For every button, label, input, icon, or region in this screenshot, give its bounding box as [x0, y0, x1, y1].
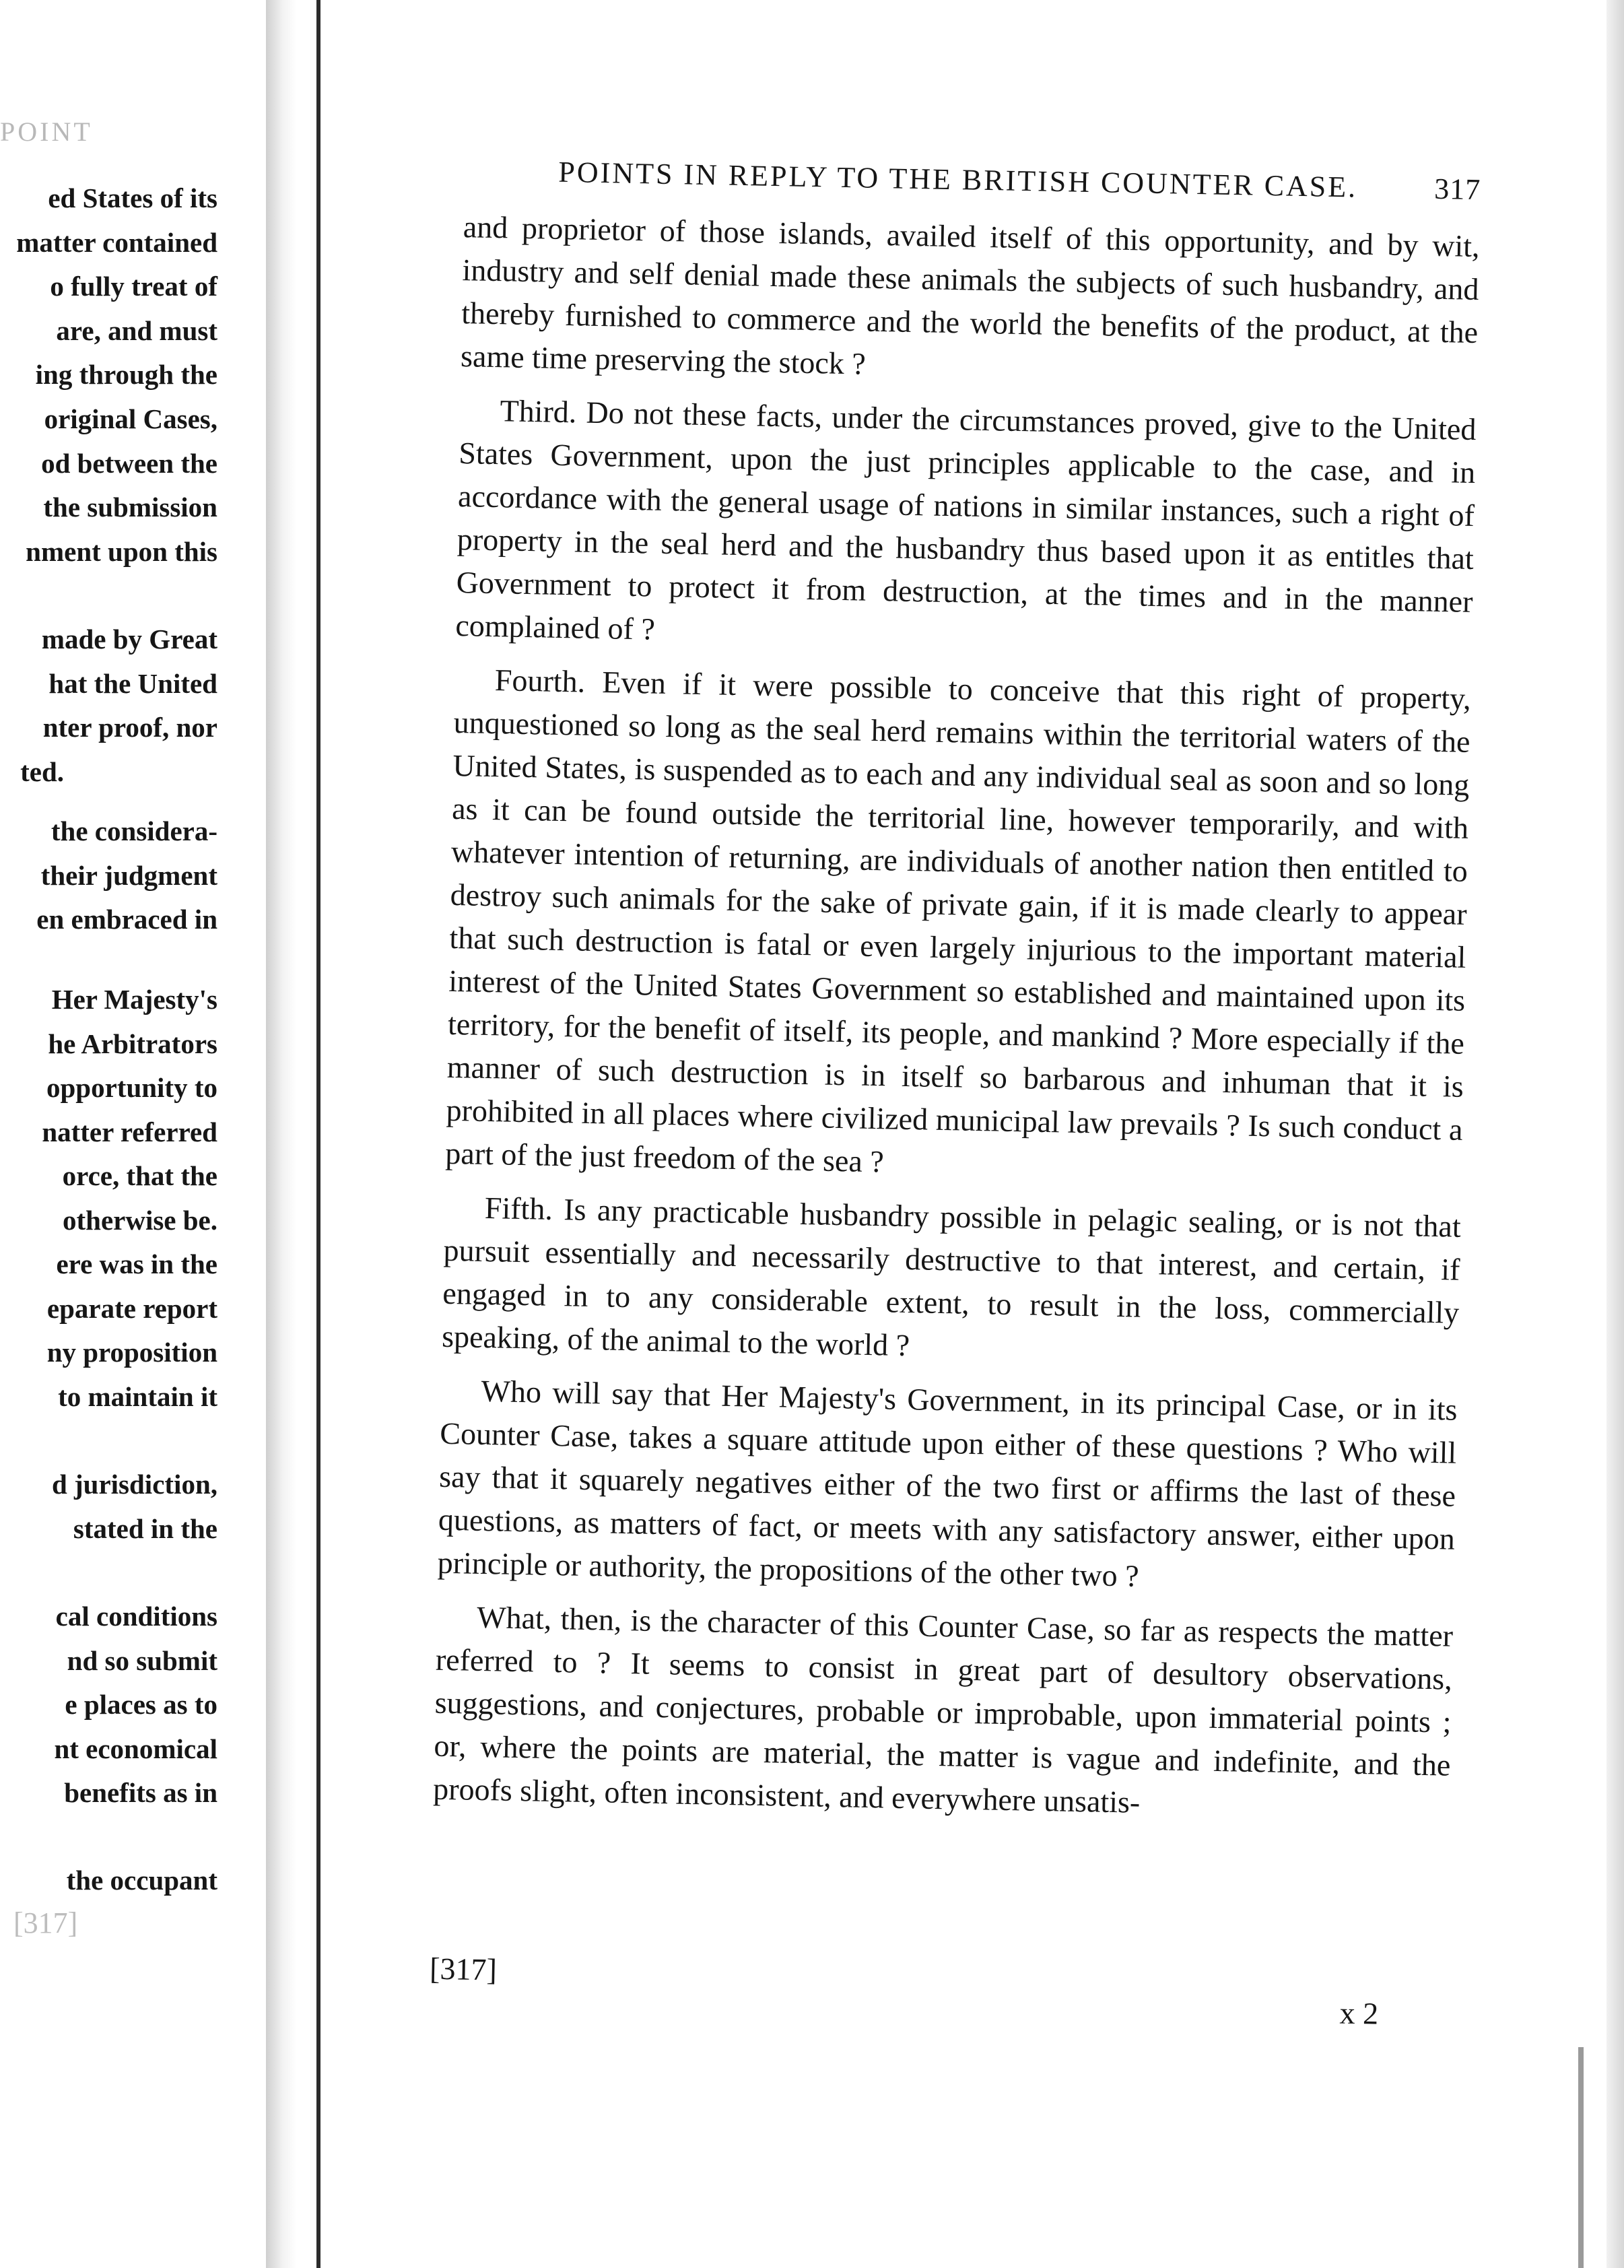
facing-page-line: ed States of its — [48, 182, 217, 213]
paragraph-character: What, then, is the character of this Counter Case, so far as respects the matter referred to ? It seems to consist in great part of desultory observations, suggestions, and conjectures, probable or improbable, upon immaterial points ; or, where the points are material, the matter is vague and indefinite, and the proofs slight, often inconsistent, and everywhere unsatis- — [432, 1599, 1454, 1820]
facing-page-line: stated in the — [73, 1513, 217, 1544]
book-gutter-line — [316, 0, 320, 2268]
facing-page-line: o fully treat of — [50, 271, 217, 302]
book-gutter-shadow — [266, 0, 296, 2268]
facing-page-line: made by Great — [41, 624, 217, 655]
page-footer — [429, 1951, 1447, 2031]
facing-page-line: are, and must — [56, 315, 217, 346]
facing-page-signature: [317] — [13, 1906, 78, 1939]
paragraph-fifth: Fifth. Is any practicable husbandry possible in pelagic sealing, or is not that pursuit essentially and necessarily destructive to that interest, and certain, if engaged in to any considerable extent, to result in the loss, commercially speaking, of the animal to the world ? — [441, 1190, 1462, 1363]
facing-page-line: the occupant — [66, 1865, 217, 1896]
facing-page-line: ing through the — [35, 359, 217, 390]
facing-page-line: Her Majesty's — [51, 984, 217, 1015]
facing-page-line: opportunity to — [46, 1072, 217, 1103]
facing-page-line: od between the — [41, 448, 217, 479]
facing-page-line: ny proposition — [46, 1337, 217, 1368]
facing-page-line: nment upon this — [26, 536, 217, 567]
facing-page-line: matter contained — [16, 227, 217, 258]
main-page — [351, 152, 1481, 2193]
page-number: 317 — [1433, 172, 1481, 207]
facing-page-line: hat the United — [48, 668, 217, 699]
facing-page-line: natter referred — [42, 1116, 217, 1147]
body-text — [432, 205, 1480, 1841]
footer-signature: [317] — [429, 1951, 498, 1987]
facing-page-line: otherwise be. — [62, 1205, 217, 1236]
page-edge-line — [1578, 2047, 1584, 2268]
facing-page — [0, 0, 266, 2268]
running-head-title: POINTS IN REPLY TO THE BRITISH COUNTER CASE. — [557, 155, 1358, 204]
facing-page-line: nter proof, nor — [42, 712, 217, 743]
running-head — [558, 155, 1481, 213]
facing-page-line: d jurisdiction, — [51, 1469, 217, 1500]
facing-page-line: benefits as in — [64, 1777, 217, 1808]
facing-page-line: ere was in the — [56, 1248, 217, 1279]
facing-page-line: nd so submit — [67, 1645, 217, 1676]
facing-page-line: cal conditions — [55, 1601, 217, 1632]
paragraph-continuation: and proprietor of those islands, availed itself of this opportunity, and by wit, industry and self denial made these animals the subjects of such husbandry, and thereby furnished to commerce and the world the benefits of the product, at the same time preserving the stock ? — [460, 209, 1481, 381]
facing-page-line: nt economical — [54, 1733, 217, 1764]
page-edge-shadow — [1606, 0, 1624, 2268]
facing-page-line: he Arbitrators — [48, 1028, 217, 1059]
facing-page-line: ted. — [20, 756, 64, 787]
paragraph-third: Third. Do not these facts, under the circumstances proved, give to the United States Government, upon the just principles applicable to the case, and in accordance with the general usage of nations in similar instances, such a right of property in the seal herd and the husbandry thus based upon it as entitles that Government to protect it from destruction, at the times and in the manner complained of ? — [455, 393, 1477, 646]
facing-page-line: the considera- — [50, 815, 217, 846]
paragraph-fourth: Fourth. Even if it were possible to conceive that this right of property, unquestioned so long as the seal herd remains within the territorial waters of the United States, is suspended as to each and any individual seal as soon and so long as it can be found outside the territorial line, however temporarily, and with whatever intention of returning, are individuals of another nation then entitled to destroy such animals for the sake of private gain, if it is made clearly to appear that such destruction is fatal or even largely injurious to the important material interest of the United States Government so established and maintained upon its territory, for the benefit of itself, its people, and mankind ? More especially if the manner of such destruction is in itself so barbarous and inhuman that it is prohibited in all places where civilized municipal law prevails ? Is such conduct a part of the just freedom of the sea ? — [444, 663, 1472, 1179]
facing-page-running-head: POINT — [0, 116, 93, 147]
facing-page-line: eparate report — [46, 1293, 217, 1324]
facing-page-line: original Cases, — [44, 403, 217, 434]
facing-page-line: their judgment — [40, 860, 217, 891]
facing-page-line: the submission — [43, 492, 217, 523]
facing-page-line: en embraced in — [36, 904, 217, 935]
paragraph-who-will-say: Who will say that Her Majesty's Government, in its principal Case, or in its Counter Case, takes a square attitude upon either of these questions ? Who will say that it squarely negatives either of the two first or affirms the last of these questions, as matters of fact, or meets with any satisfactory answer, either upon principle or authority, the propositions of the other two ? — [437, 1373, 1458, 1593]
facing-page-line: to maintain it — [58, 1381, 217, 1412]
facing-page-line: e places as to — [65, 1689, 217, 1720]
signature-mark: x 2 — [1339, 1995, 1379, 2031]
facing-page-line: orce, that the — [62, 1160, 217, 1191]
